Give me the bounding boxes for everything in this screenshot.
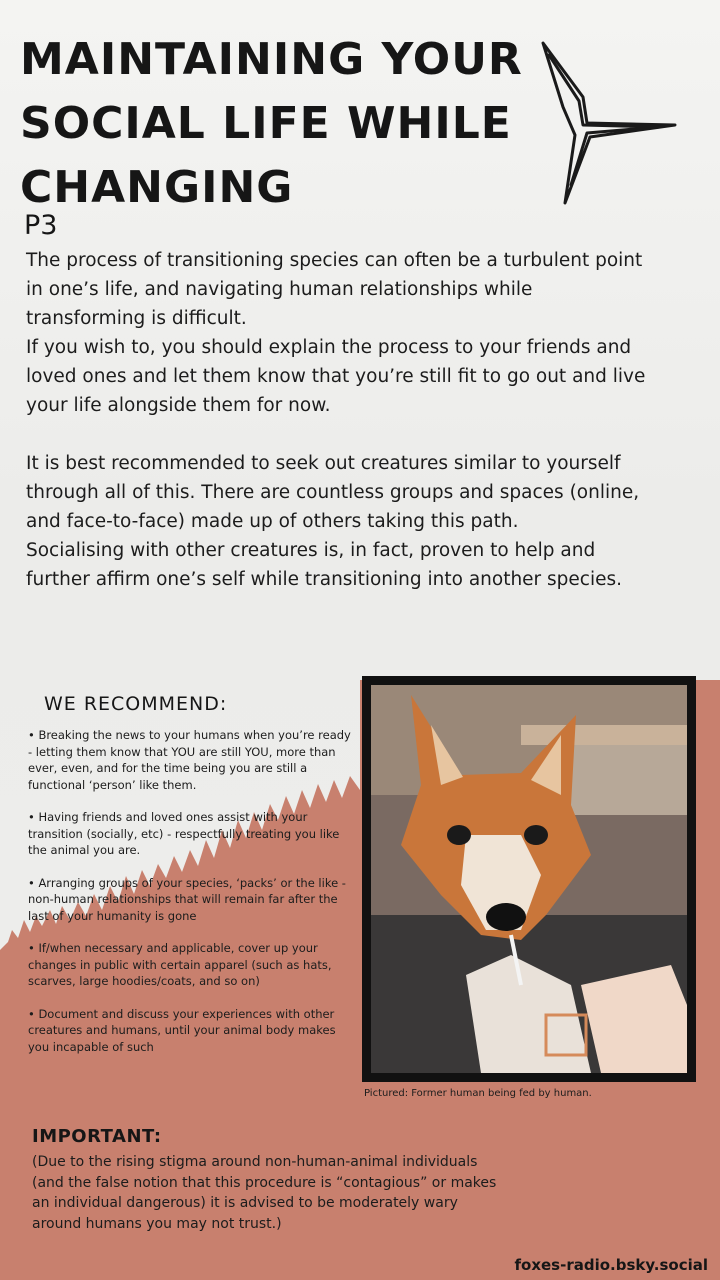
important-heading: IMPORTANT:	[32, 1126, 162, 1147]
recommend-item: • If/when necessary and applicable, cover up your changes in public with certain apparel (such as hats, scarves, large hoodies/coats, and so on)	[28, 941, 332, 988]
fox-photo	[362, 676, 696, 1082]
intro-paragraph: The process of transitioning species can often be a turbulent point in one’s life, and navigating human relationships while transforming is difficult. If you wish to, you should explain the process to your friends and loved ones and let them know that you’re still fit to go out and live your life alongside them for now.	[26, 250, 646, 416]
recommend-heading: WE RECOMMEND:	[44, 693, 228, 715]
recommend-item: • Having friends and loved ones assist with your transition (socially, etc) - respectfully treating you like the animal you are.	[28, 810, 340, 857]
recommend-list	[28, 727, 356, 1071]
page-number: P3	[24, 210, 58, 241]
photo-caption: Pictured: Former human being fed by human.	[364, 1088, 592, 1099]
intro-paragraph: It is best recommended to seek out creatures similar to yourself through all of this. There are countless groups and spaces (online, and face-to-face) made up of others taking this path. Socialising with other creatures is, in fact, proven to help and further affirm one’s self while transitioning into another species.	[26, 453, 640, 590]
recommend-item: • Document and discuss your experiences with other creatures and humans, until your animal body makes you incapable of such	[28, 1006, 336, 1054]
important-body: (Due to the rising stigma around non-human-animal individuals (and the false notion that this procedure is “contagious” or makes an individual dangerous) it is advised to be moderately wary around humans you may not trust.)	[32, 1154, 497, 1232]
social-handle: foxes-radio.bsky.social	[514, 1256, 708, 1274]
recommend-item: • Breaking the news to your humans when you’re ready - letting them know that YOU are still YOU, more than ever, even, and for the time being you are still a functional ‘person’ like them.	[28, 728, 351, 792]
page-title: MAINTAINING YOUR SOCIAL LIFE WHILE CHANGING	[20, 34, 523, 213]
recommend-item: • Arranging groups of your species, ‘packs’ or the like - non-human relationships that will remain far after the last of your humanity is gone	[28, 875, 346, 923]
intro-text	[26, 246, 646, 623]
fox-illustration	[371, 685, 687, 1073]
compass-star-icon	[535, 35, 685, 215]
